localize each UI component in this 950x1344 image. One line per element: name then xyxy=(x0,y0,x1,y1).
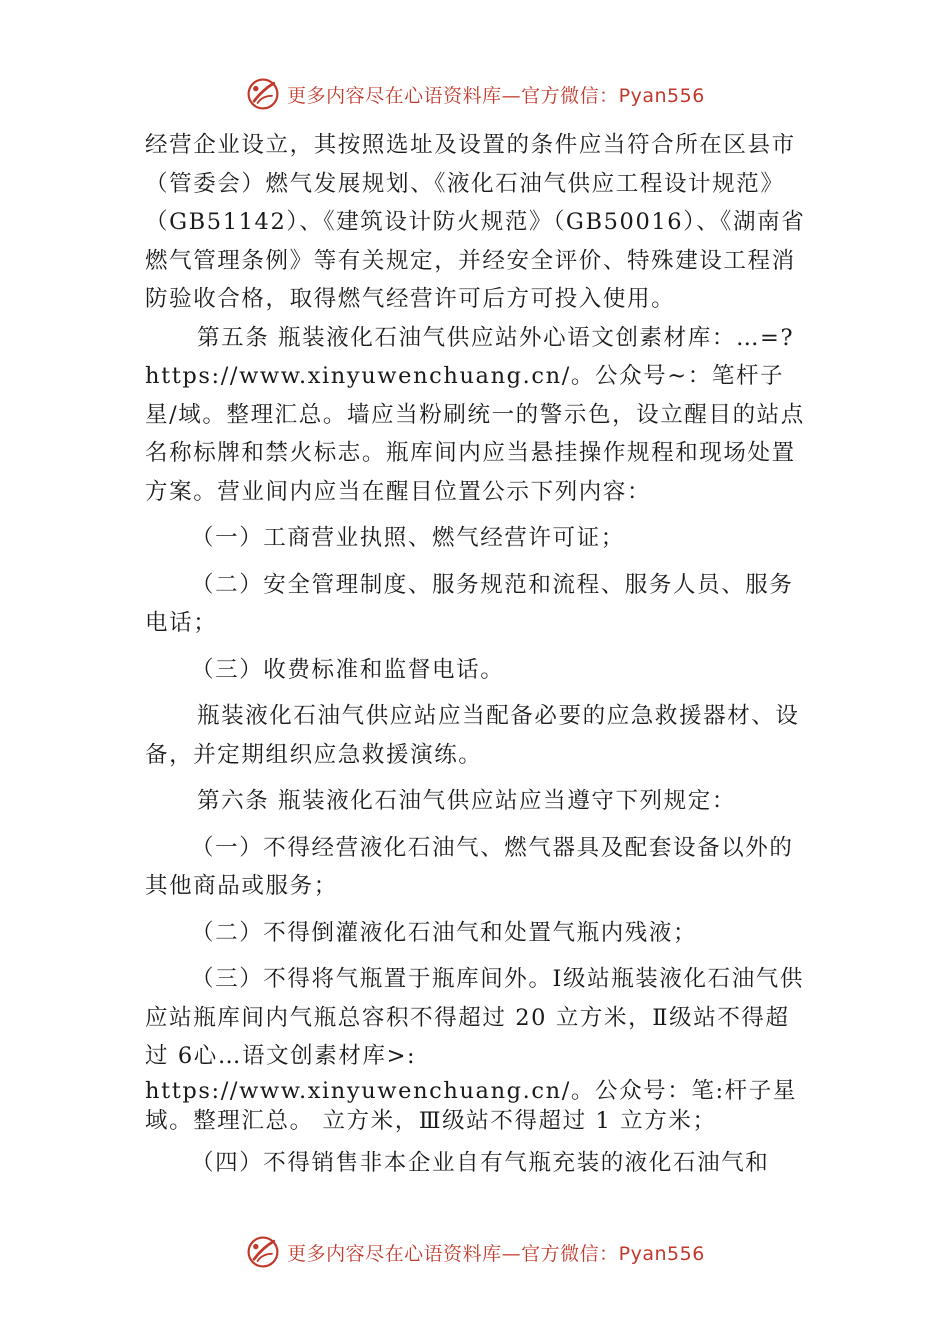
list-item: （一）不得经营液化石油气、燃气器具及配套设备以外的其他商品或服务； xyxy=(145,834,794,899)
list-item: （一）工商营业执照、燃气经营许可证； xyxy=(191,525,625,551)
article-5-paragraph: 第五条 瓶装液化石油气供应站外心语文创素材库：…=?https://www.xinyuwenchuang.cn/。公众号~：笔杆子星/域。整理汇总。墙应当粉刷统一的警示色，设立醒目的站点名称标牌和禁火标志。瓶库间内应当悬挂操作规程和现场处置方案。营业间内应当在醒目位置公示下列内容： xyxy=(145,324,805,505)
header-watermark-banner xyxy=(0,72,950,116)
paragraph: 瓶装液化石油气供应站应当配备必要的应急救援器材、设备，并定期组织应急救援演练。 xyxy=(145,703,800,768)
document-body xyxy=(145,126,810,1182)
list-item: （二）不得倒灌液化石油气和处置气瓶内残液； xyxy=(191,919,698,946)
watermark-text: 更多内容尽在心语资料库—官方微信：Pyan556 xyxy=(287,1242,705,1265)
brush-logo-icon xyxy=(245,1234,281,1270)
brush-logo-icon xyxy=(245,76,281,112)
paragraph: 经营企业设立，其按照选址及设置的条件应当符合所在区县市（管委会）燃气发展规划、《液化石油气供应工程设计规范》 xyxy=(145,132,796,197)
footer-watermark-banner xyxy=(0,1230,950,1274)
article-6-heading: 第六条 瓶装液化石油气供应站应当遵守下列规定： xyxy=(197,788,736,814)
watermark-text: 更多内容尽在心语资料库—官方微信：Pyan556 xyxy=(287,84,705,107)
watermark-inline-text: https://www.xinyuwenchuang.cn/。公众号：笔:杆子星域。整理汇总。 立方米，Ⅲ级站不得超过 1 立方米； xyxy=(145,1077,797,1134)
list-item: （三）不得将气瓶置于瓶库间外。Ⅰ级站瓶装液化石油气供应站瓶库间内气瓶总容积不得超过 20 立方米，Ⅱ级站不得超过 6心…语文创素材库>: xyxy=(145,966,804,1069)
list-item: （四）不得销售非本企业自有气瓶充装的液化石油气和 xyxy=(191,1149,770,1176)
paragraph: （GB51142）、《建筑设计防火规范》（GB50016）、《湖南省燃气管理条例》等有关规定，并经安全评价、特殊建设工程消防验收合格，取得燃气经营许可后方可投入使用。 xyxy=(145,209,806,312)
list-item: （三）收费标准和监督电话。 xyxy=(191,656,505,683)
list-item: （二）安全管理制度、服务规范和流程、服务人员、服务电话； xyxy=(145,571,794,636)
